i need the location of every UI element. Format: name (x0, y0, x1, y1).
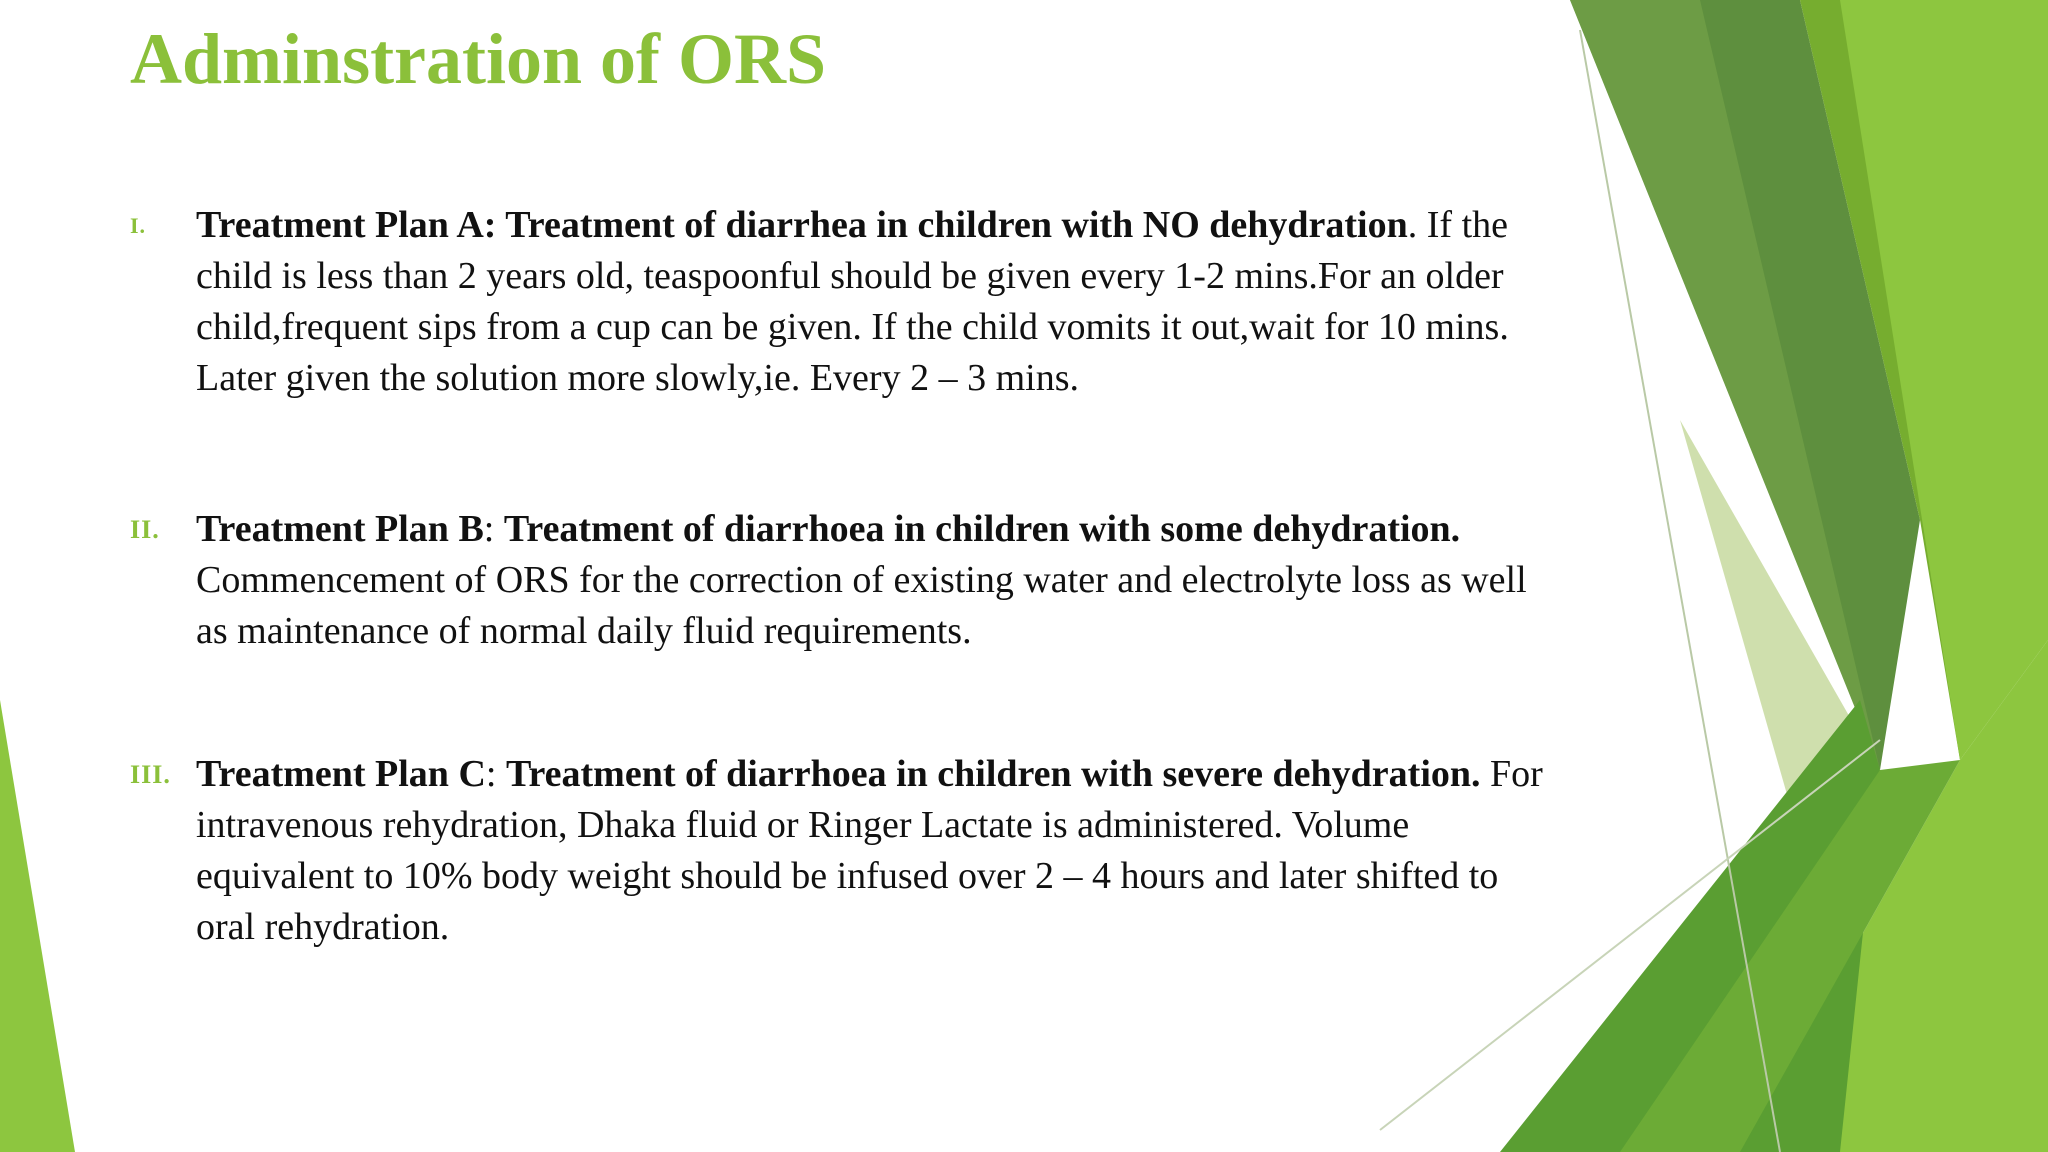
list-marker: II. (130, 515, 160, 544)
plan-item-c (130, 749, 1560, 953)
plan-heading: Treatment Plan C (196, 753, 486, 795)
plan-separator: : (483, 508, 504, 550)
treatment-plan-list (130, 200, 1560, 953)
plan-body: . If the child is less than 2 years old, teaspoonful should be given every 1-2 mins.For an older child,frequent sips from a cup can be given. If the child vomits it out,wait for 10 mins. Later given the solution more slowly,ie. Every 2 – 3 mins. (196, 204, 1509, 399)
plan-heading: Treatment Plan B (196, 508, 484, 550)
list-marker: III. (130, 760, 171, 789)
slide-title: Adminstration of ORS (130, 19, 827, 99)
plan-body: For intravenous rehydration, Dhaka fluid or Ringer Lactate is administered. Volume equivalent to 10% body weight should be infused over 2 – 4 hours and later shifted to oral rehydration. (196, 753, 1543, 948)
plan-item-b (130, 504, 1560, 657)
left-accent-shape (0, 700, 75, 1152)
list-marker: I. (130, 213, 147, 238)
plan-subheading: Treatment of diarrhoea in children with some dehydration. (503, 508, 1461, 550)
plan-separator: : (485, 753, 506, 795)
plan-subheading: Treatment of diarrhoea in children with severe dehydration. (505, 753, 1481, 795)
plan-body: Commencement of ORS for the correction of existing water and electrolyte loss as well as maintenance of normal daily fluid requirements. (196, 559, 1527, 652)
plan-item-a (130, 200, 1560, 404)
plan-heading: Treatment Plan A: Treatment of diarrhea in children with NO dehydration (196, 204, 1408, 246)
